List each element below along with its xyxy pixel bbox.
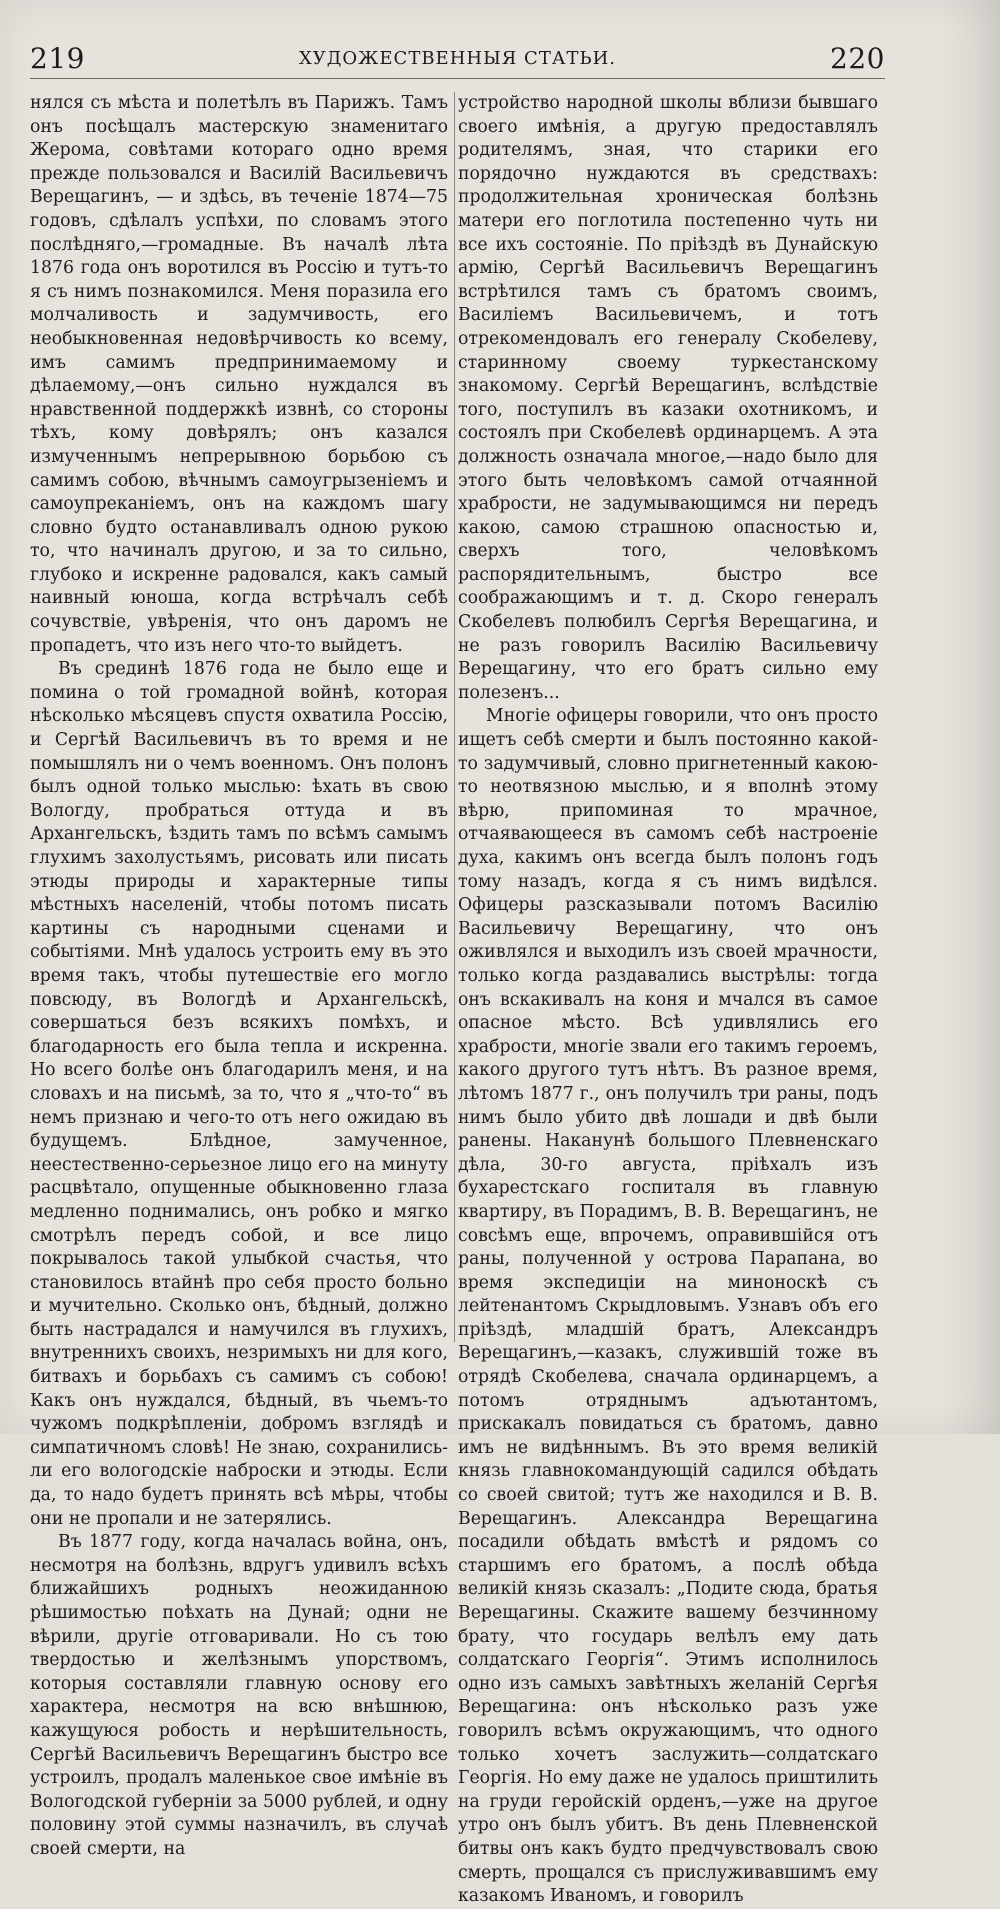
page-edge-shadow — [940, 0, 1000, 1434]
left-column — [30, 92, 448, 1859]
paragraph: устройство народной школы вблизи бывшаго своего имѣнія, а другую предоставлялъ родителямъ, зная, что старики его порядочно нуждаются въ средствахъ: продолжительная хроническая болѣзнь матери его поглотила постепенно чуть ни все ихъ состояніе. По пріѣздѣ въ Дунайскую армію, Сергѣй Васильевичъ Верещагинъ встрѣтился тамъ съ братомъ своимъ, Василіемъ Васильевичемъ, и тотъ отрекомендовалъ его генералу Скобелеву, старинному своему туркестанскому знакомому. Сергѣй Верещагинъ, вслѣдствіе того, поступилъ въ казаки охотникомъ, и состоялъ при Скобелевѣ ординарцемъ. А эта должность означала многое,—надо было для этого быть человѣкомъ самой отчаянной храбрости, не задумывающимся ни передъ какою, самою страшною опасностью и, сверхъ того, человѣкомъ распорядительнымъ, быстро все соображающимъ и т. д. Скоро генералъ Скобелевъ полюбилъ Сергѣя Верещагина, и не разъ говорилъ Василію Васильевичу Верещагину, что его братъ сильно ему полезенъ... — [458, 93, 878, 703]
right-page-number: 220 — [830, 41, 885, 75]
running-title: ХУДОЖЕСТВЕННЫЯ СТАТЬИ. — [298, 47, 617, 69]
paragraph: Въ срединѣ 1876 года не было еще и помина о той громадной войнѣ, которая нѣсколько мѣсяцевъ спустя охватила Россію, и Сергѣй Васильевичъ въ то время и не помышлялъ ни о чемъ военномъ. Онъ полонъ былъ одной только мыслью: ѣхать въ свою Вологду, пробраться оттуда и въ Архангельскъ, ѣздить тамъ по всѣмъ самымъ глухимъ захолустьямъ, рисовать или писать этюды природы и характерные типы мѣстныхъ населеній, чтобы потомъ писать картины съ народными сценами и событіями. Мнѣ удалось устроить ему въ это время такъ, чтобы путешествіе его могло повсюду, въ Вологдѣ и Архангельскѣ, совершаться безъ всякихъ помѣхъ, и благодарность его была тепла и искренна. Но всего болѣе онъ благодарилъ меня, и на словахъ и на письмѣ, за то, что я „что-то“ въ немъ признаю и чего-то отъ него ожидаю въ будущемъ. Блѣдное, замученное, неестественно-серьезное лицо его на минуту расцвѣтало, опущенные обыкновенно глаза медленно поднимались, онъ робко и мягко смотрѣлъ передъ собой, и все лицо покрывалось такой улыбкой счастья, что становилось втайнѣ про себя просто больно и мучительно. Сколько онъ, бѣдный, должно быть настрадался и намучился въ глухихъ, внутреннихъ своихъ, незримыхъ ни для кого, битвахъ и борьбахъ съ самимъ съ собою! Какъ онъ нуждался, бѣдный, въ чьемъ-то чужомъ подкрѣпленіи, добромъ взглядѣ и симпатичномъ словѣ! Не знаю, сохранились-ли его вологодскіе наброски и этюды. Если да, то надо будетъ принять всѣ мѣры, чтобы они не пропали и не затерялись. — [30, 659, 448, 1529]
paragraph: Въ 1877 году, когда началась война, онъ, несмотря на болѣзнь, вдругъ удивилъ всѣхъ ближайшихъ родныхъ неожиданною рѣшимостью поѣхать на Дунай; одни не вѣрили, другіе отговаривали. Но съ тою твердостью и желѣзнымъ упорствомъ, которыя составляли главную основу его характера, несмотря на всю внѣшнюю, кажущуюся робость и нерѣшительность, Сергѣй Васильевичъ Верещагинъ быстро все устроилъ, продалъ маленькое свое имѣніе въ Вологодской губерніи за 5000 рублей, и одну половину этой суммы назначилъ, въ случаѣ своей смерти, на — [30, 1532, 448, 1859]
page-header — [30, 38, 885, 79]
left-page-number: 219 — [30, 41, 85, 75]
column-divider — [454, 92, 455, 1342]
right-column — [458, 92, 878, 1907]
paragraph: Многіе офицеры говорили, что онъ просто ищетъ себѣ смерти и былъ постоянно какой-то задумчивый, словно пригнетенный какою-то неотвязною мыслью, и я вполнѣ этому вѣрю, припоминая то мрачное, отчаявающееся въ самомъ себѣ настроеніе духа, какимъ онъ всегда былъ полонъ годъ тому назадъ, когда я съ нимъ видѣлся. Офицеры разсказывали потомъ Василію Васильевичу Верещагину, что онъ оживлялся и выходилъ изъ своей мрачности, только когда раздавались выстрѣлы: тогда онъ вскакивалъ на коня и мчался въ самое опасное мѣсто. Всѣ удивлялись его храбрости, многіе звали его такимъ героемъ, какого другого тутъ нѣтъ. Въ разное время, лѣтомъ 1877 г., онъ получилъ три раны, подъ нимъ было убито двѣ лошади и двѣ были ранены. Наканунѣ большого Плевненскаго дѣла, 30-го августа, пріѣхалъ изъ бухарестскаго госпиталя въ главную квартиру, въ Порадимъ, В. В. Верещагинъ, не совсѣмъ еще, впрочемъ, оправившійся отъ раны, полученной у острова Парапана, во время экспедиціи на миноноскѣ съ лейтенантомъ Скрыдловымъ. Узнавъ объ его пріѣздѣ, младшій братъ, Александръ Верещагинъ,—казакъ, служившій тоже въ отрядѣ Скобелева, сначала ординарцемъ, а потомъ отряднымъ адъютантомъ, прискакалъ повидаться съ братомъ, давно имъ не видѣннымъ. Въ это время великій князь главнокомандующій садился обѣдать со своей свитой; тутъ же находился и В. В. Верещагинъ. Александра Верещагина посадили обѣдать вмѣстѣ и рядомъ со старшимъ его братомъ, а послѣ обѣда великій князь сказалъ: „Подите сюда, братья Верещагины. Скажите вашему безчинному брату, что государь велѣлъ ему дать солдатскаго Георгія“. Этимъ исполнилось одно изъ самыхъ завѣтныхъ желаній Сергѣя Верещагина: онъ нѣсколько разъ уже говорилъ всѣмъ окружающимъ, что одного только хочетъ заслужить—солдатскаго Георгія. Но ему даже не удалось приштилить на груди геройскій орденъ,—уже на другое утро онъ былъ убитъ. Въ день Плевненской битвы онъ какъ будто предчувствовалъ свою смерть, прощался съ прислуживавшимъ ему казакомъ Иваномъ, и говорилъ — [458, 706, 878, 1907]
paragraph: нялся съ мѣста и полетѣлъ въ Парижъ. Тамъ онъ посѣщалъ мастерскую знаменитаго Жерома, совѣтами котораго одно время прежде пользовался и Василій Васильевичъ Верещагинъ, — и здѣсь, въ теченіе 1874—75 годовъ, сдѣлалъ успѣхи, по словамъ этого послѣдняго,—громадные. Въ началѣ лѣта 1876 года онъ воротился въ Россію и тутъ-то я съ нимъ познакомился. Меня поразила его молчаливость и задумчивость, его необыкновенная недовѣрчивость ко всему, имъ самимъ предпринимаемому и дѣлаемому,—онъ сильно нуждался въ нравственной поддержкѣ извнѣ, со стороны тѣхъ, кому довѣрялъ; онъ казался измученнымъ непрерывною борьбою съ самимъ собою, вѣчнымъ самоугрызеніемъ и самоупреканіемъ, онъ на каждомъ шагу словно будто останавливалъ одною рукою то, что начиналъ другою, и за то сильно, глубоко и искренне радовался, какъ самый наивный юноша, когда встрѣчалъ себѣ сочувствіе, увѣренія, что онъ даромъ не пропадетъ, что изъ него что-то выйдетъ. — [30, 93, 448, 656]
